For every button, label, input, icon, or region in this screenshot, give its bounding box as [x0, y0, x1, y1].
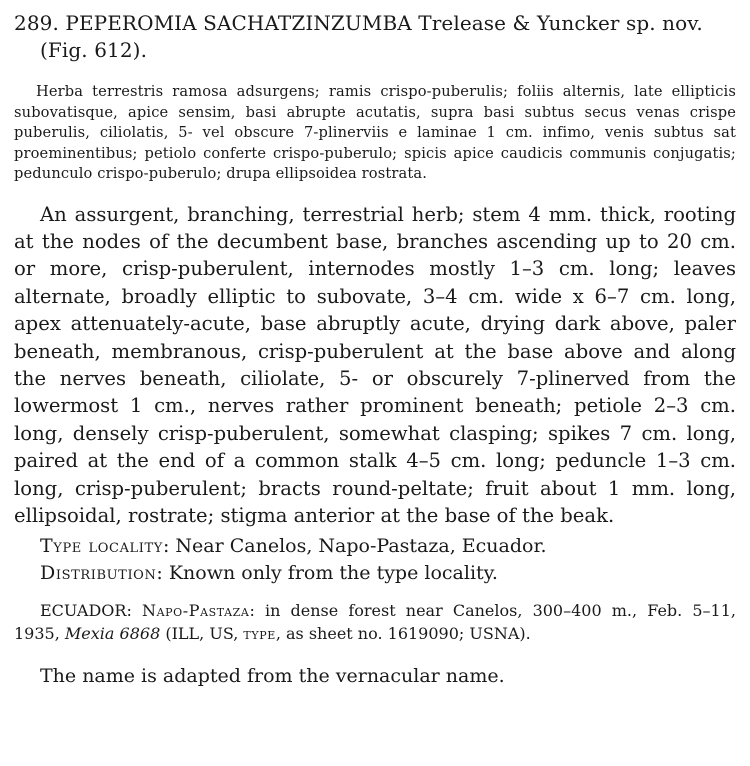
- specimen-herbaria-post: , as sheet no. 1619090; USNA).: [275, 624, 531, 644]
- latin-description: Herba terrestris ramosa adsurgens; ramis crispo-puberulis; foliis alternis, late ellipticis subovatisque, apice sensim, basi abrupte acutatis, supra basi subtus secus venas crispe puberulis, ciliolatis, 5- vel obscure 7-plinerviis e laminae 1 cm. infimo, venis subtus sat proeminentibus; petiolo conferte crispo-puberulo; spicis apice caudicis communis conjugatis; pedunculo crispo-puberulo; drupa ellipsoidea rostrata.: [14, 83, 736, 182]
- etymology-note: The name is adapted from the vernacular name.: [40, 665, 505, 688]
- specimen-type-word: type: [243, 624, 276, 644]
- type-locality: [14, 533, 736, 560]
- type-locality-value: : Near Canelos, Napo-Pastaza, Ecuador.: [162, 535, 547, 558]
- species-name: PEPEROMIA SACHATZINZUMBA: [65, 11, 412, 35]
- species-heading: [14, 10, 736, 64]
- type-locality-label: Type locality: [40, 535, 163, 558]
- specimen-collector: Mexia 6868: [64, 624, 161, 644]
- specimen-country: ECUADOR: [40, 601, 127, 621]
- specimen-herbaria-pre: (ILL, US,: [165, 624, 239, 644]
- species-number: 289.: [14, 11, 59, 35]
- specimen-locality: : in dense forest near Canelos, 300–400 m., Feb. 5–11, 1935,: [14, 601, 736, 644]
- distribution-value: : Known only from the type locality.: [156, 562, 498, 585]
- distribution-label: Distribution: [40, 562, 157, 585]
- specimen-region: Napo-Pastaza: [141, 601, 250, 621]
- distribution: [14, 560, 736, 587]
- english-description: An assurgent, branching, terrestrial herb; stem 4 mm. thick, rooting at the nodes of the decumbent base, branches ascending up to 20 cm. or more, crisp-puberulent, internodes mostly 1–3 cm. long; leaves alternate, broadly elliptic to subovate, 3–4 cm. wide x 6–7 cm. long, apex attenuately-acute, base abruptly acute, drying dark above, paler beneath, membranous, crisp-puberulent at the base above and along the nerves beneath, ciliolate, 5- or obscurely 7-plinerved from the lowermost 1 cm., nerves rather prominent beneath; petiole 2–3 cm. long, densely crisp-puberulent, somewhat clasping; spikes 7 cm. long, paired at the end of a common stalk 4–5 cm. long; peduncle 1–3 cm. long, crisp-puberulent; bracts round-peltate; fruit about 1 mm. long, ellipsoidal, rostrate; stigma anterior at the base of the beak.: [14, 202, 736, 527]
- specimen-citation: ECUADOR: Napo-Pastaza: in dense forest near Canelos, 300–400 m., Feb. 5–11, 1935, Mexia 6868 (ILL, US, type, as sheet no. 1619090; USNA).: [14, 601, 736, 644]
- species-authors: Trelease & Yuncker sp. nov. (Fig. 612).: [40, 11, 703, 62]
